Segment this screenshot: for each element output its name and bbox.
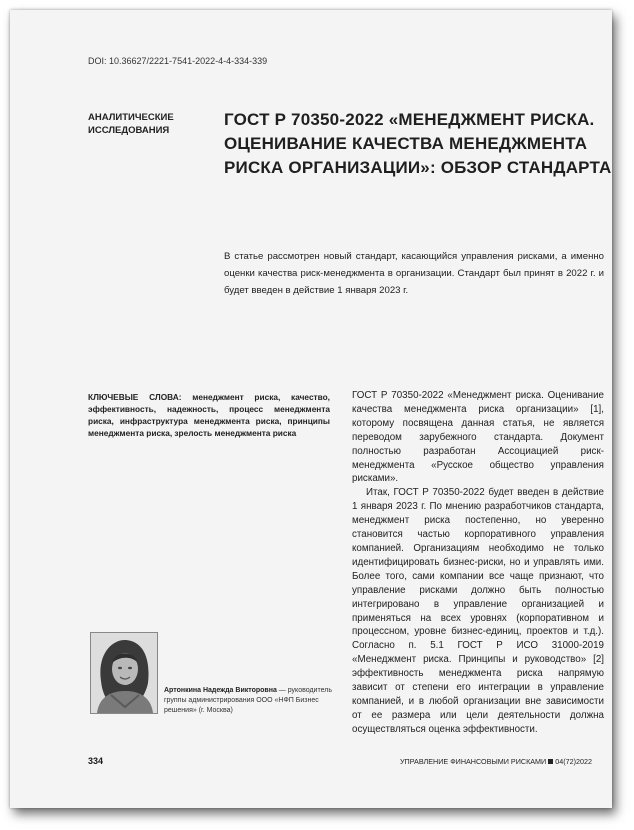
- running-footer: [400, 757, 592, 766]
- article-body: [352, 389, 604, 737]
- article-abstract: В статье рассмотрен новый стандарт, касающийся управления рисками, а именно оценки качества риск-менеджмента в организации. Стандарт был принят в 2022 г. и будет введен в действие 1 января 2023 г.: [224, 251, 604, 296]
- author-role: — руководитель группы администрирования ООО «НФП Бизнес решения» (г. Москва): [164, 687, 332, 714]
- doi-line: DOI: 10.36627/2221-7541-2022-4-4-334-339: [88, 56, 268, 66]
- issue-number: 04(72)2022: [555, 757, 592, 766]
- keywords-block: [88, 391, 330, 439]
- square-bullet-icon: [548, 759, 553, 764]
- author-portrait-drawing: [91, 633, 157, 713]
- body-paragraph: ГОСТ Р 70350-2022 «Менеджмент риска. Оценивание качества менеджмента риска организации» [1], которому посвящена данная статья, не является переводом зарубежного стандарта. Документ полностью разработан Ассоциацией риск-менеджмента «Русское общество управления рисками».: [352, 390, 604, 485]
- page-number: 334: [88, 756, 104, 766]
- article-title: ГОСТ Р 70350-2022 «МЕНЕДЖМЕНТ РИСКА. ОЦЕНИВАНИЕ КАЧЕСТВА МЕНЕДЖМЕНТА РИСКА ОРГАНИЗАЦИИ»: ОБЗОР СТАНДАРТА: [224, 110, 612, 177]
- body-paragraph: Итак, ГОСТ Р 70350-2022 будет введен в действие 1 января 2023 г. По мнению разработчиков стандарта, менеджмент риска постепенно, но уверенно становится частью корпоративного управления компанией. Организациям необходимо не только идентифицировать бизнес-риски, но и управлять ими. Более того, сами компании все чаще признают, что управление рисками должно быть полностью интегрировано в управление организацией и применяться на всех уровнях (корпоративном и процессном, уровне бизнес-единиц, проектов и т.д.). Согласно п. 5.1 ГОСТ Р ИСО 31000-2019 «Менеджмент риска. Принципы и руководство» [2] эффективность менеджмента риска напрямую зависит от степени его интеграции в управление компанией, и в любой организации вне зависимости от ее размера или цели деятельности должна осуществляться оценка эффективности.: [352, 487, 604, 735]
- author-portrait-icon: [90, 632, 158, 714]
- section-rubric: АНАЛИТИЧЕСКИЕ ИССЛЕДОВАНИЯ: [88, 112, 174, 136]
- journal-page: [10, 10, 612, 808]
- journal-name: УПРАВЛЕНИЕ ФИНАНСОВЫМИ РИСКАМИ: [399, 757, 547, 766]
- author-info: [164, 686, 332, 716]
- keywords-label: КЛЮЧЕВЫЕ СЛОВА:: [88, 392, 182, 402]
- keywords-text: менеджмент риска, качество, эффективность, надежность, процесс менеджмента риска, инфраструктура менеджмента риска, принципы менеджмента риска, зрелость менеджмента риска: [88, 392, 330, 438]
- author-name: Артонкина Надежда Викторовна: [164, 687, 277, 694]
